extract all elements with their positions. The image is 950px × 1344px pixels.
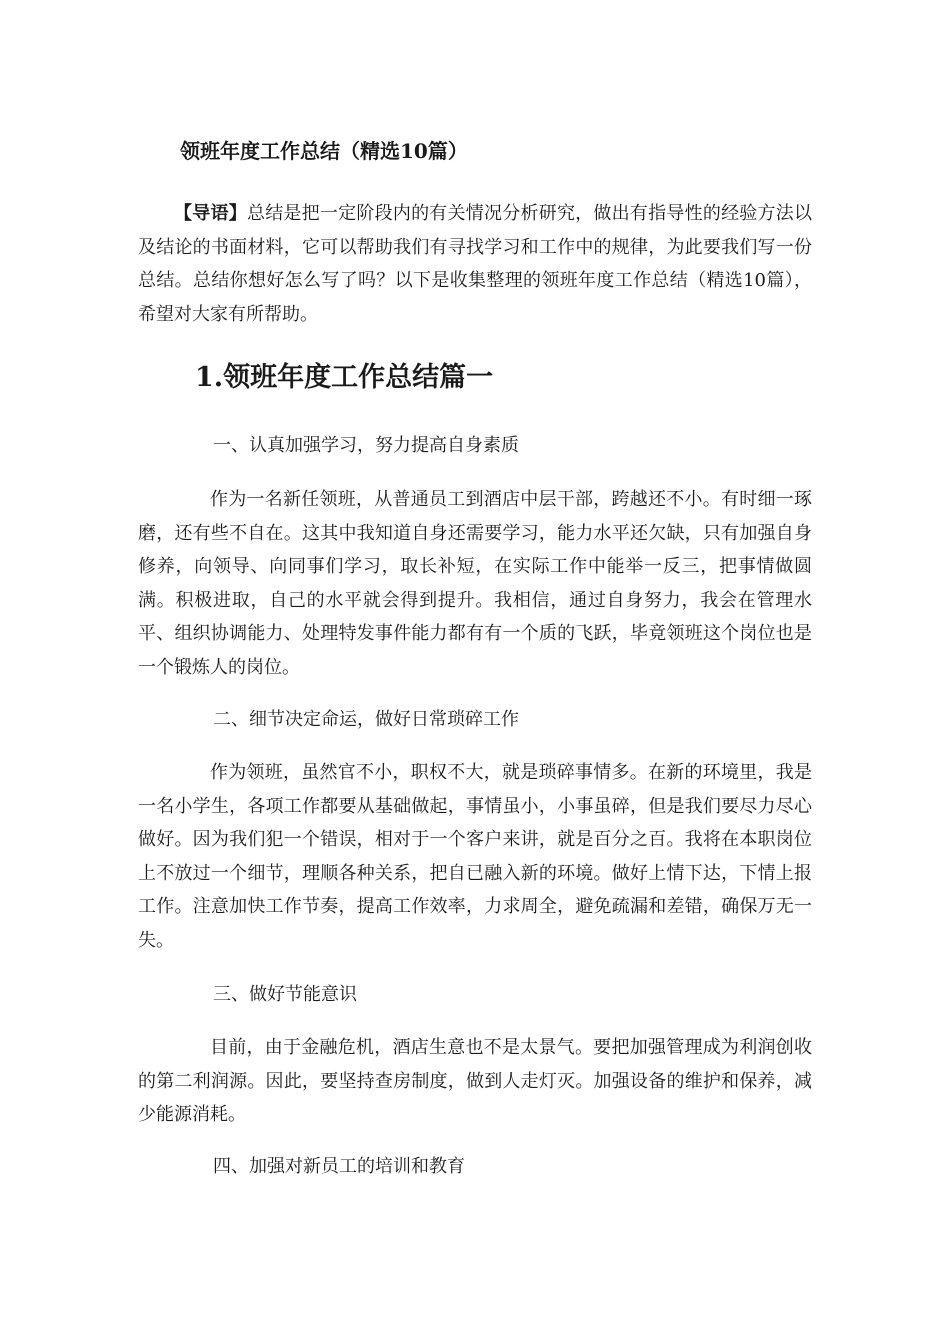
intro-text: 总结是把一定阶段内的有关情况分析研究，做出有指导性的经验方法以及结论的书面材料，它可以帮助我们有寻找学习和工作中的规律，为此要我们写一份总结。总结你想好怎么写了吗？以下是收集整理的领班年度工作总结（精选10篇），希望对大家有所帮助。	[138, 203, 813, 325]
paragraph-1: 作为一名新任领班，从普通员工到酒店中层干部，跨越还不小。有时细一琢磨，还有些不自在。这其中我知道自身还需要学习，能力水平还欠缺，只有加强自身修养，向领导、向同事们学习，取长补短，在实际工作中能举一反三，把事情做圆满。积极进取，自己的水平就会得到提升。我相信，通过自身努力，我会在管理水平、组织协调能力、处理特发事件能力都有有一个质的飞跃，毕竟领班这个岗位也是一个锻炼人的岗位。	[138, 489, 812, 678]
intro-label: 【导语】	[174, 203, 247, 224]
subheading-3: 三、做好节能意识	[213, 984, 357, 1005]
paragraph-3: 目前，由于金融危机，酒店生意也不是太景气。要把加强管理成为利润创收的第二利润源。因此，要坚持查房制度，做到人走灯灭。加强设备的维护和保养，减少能源消耗。	[138, 1037, 812, 1125]
subheading-2: 二、细节决定命运，做好日常琐碎工作	[213, 709, 519, 730]
section-heading: 1.领班年度工作总结篇一	[195, 362, 494, 393]
subheading-4: 四、加强对新员工的培训和教育	[213, 1156, 465, 1177]
paragraph-2: 作为领班，虽然官不小，职权不大，就是琐碎事情多。在新的环境里，我是一名小学生，各项工作都要从基础做起，事情虽小，小事虽碎，但是我们要尽力尽心做好。因为我们犯一个错误，相对于一个客户来讲，就是百分之百。我将在本职岗位上不放过一个细节，理顺各种关系，把自已融入新的环境。做好上情下达，下情上报工作。注意加快工作节奏，提高工作效率，力求周全，避免疏漏和差错，确保万无一失。	[138, 762, 812, 951]
document-title: 领班年度工作总结（精选10篇）	[180, 139, 468, 163]
subheading-1: 一、认真加强学习，努力提高自身素质	[213, 435, 519, 456]
intro-paragraph	[138, 197, 812, 331]
